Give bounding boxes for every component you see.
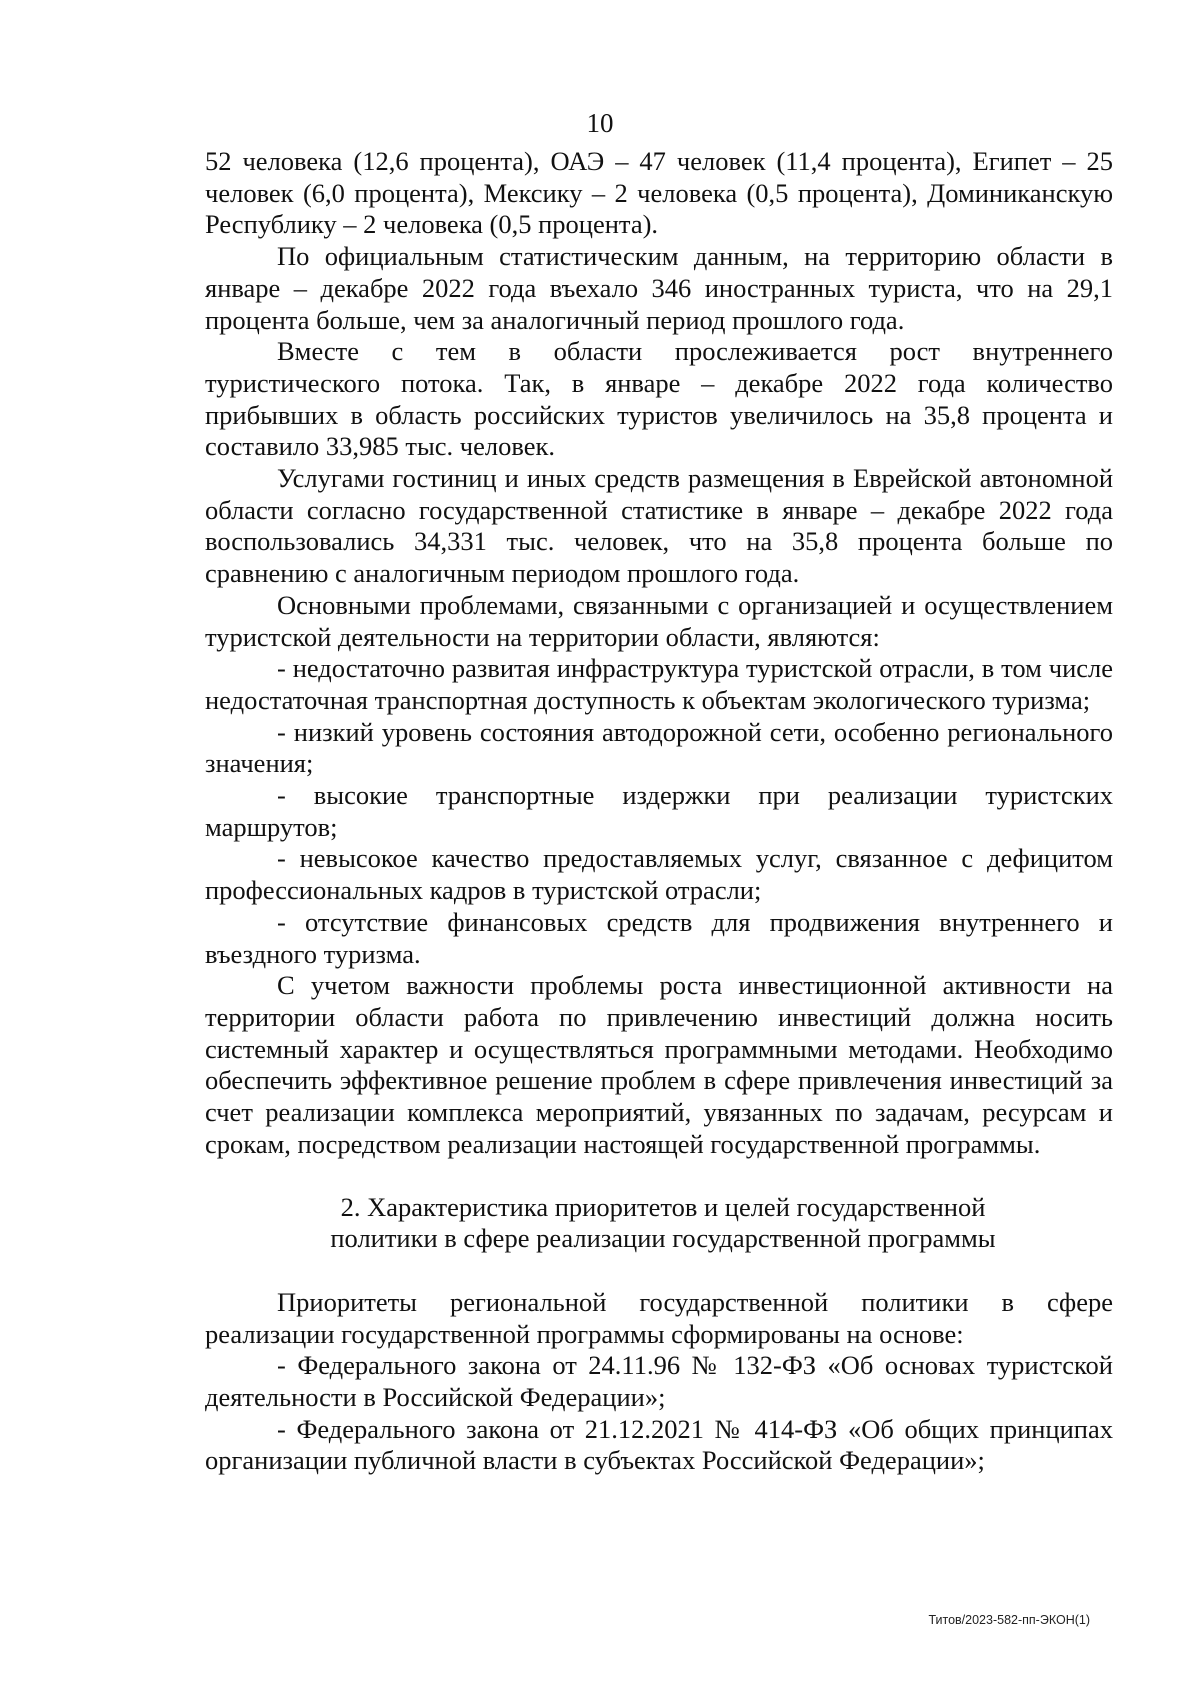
list-item: - Федерального закона от 21.12.2021 № 414-ФЗ «Об общих принципах организации публичной власти в субъектах Российской Федерации»; — [205, 1413, 1113, 1476]
list-item: - Федерального закона от 24.11.96 № 132-ФЗ «Об основах туристской деятельности в Российской Федерации»; — [205, 1350, 1113, 1413]
document-body — [205, 146, 1113, 1477]
paragraph: Услугами гостиниц и иных средств размещения в Еврейской автономной области согласно государственной статистике в январе – декабре 2022 года воспользовались 34,331 тыс. человек, что на 35,8 процента больше по сравнению с аналогичным периодом прошлого года. — [205, 463, 1113, 589]
paragraph: По официальным статистическим данным, на территорию области в январе – декабре 2022 года въехало 346 иностранных туриста, что на 29,1 процента больше, чем за аналогичный период прошлого года. — [205, 241, 1113, 335]
paragraph: 52 человека (12,6 процента), ОАЭ – 47 человек (11,4 процента), Египет – 25 человек (6,0 процента), Мексику – 2 человека (0,5 процента), Доминиканскую Республику – 2 человека (0,5 процента). — [205, 146, 1113, 240]
page-number: 10 — [586, 108, 614, 138]
list-item: - невысокое качество предоставляемых услуг, связанное с дефицитом профессиональных кадров в туристской отрасли; — [205, 843, 1113, 906]
document-code: Титов/2023-582-пп-ЭКОН(1) — [928, 1613, 1090, 1627]
paragraph: Основными проблемами, связанными с организацией и осуществлением туристской деятельности на территории области, являются: — [205, 589, 1113, 652]
section-heading-line: политики в сфере реализации государственной программы — [330, 1223, 996, 1254]
list-item: - недостаточно развитая инфраструктура туристской отрасли, в том числе недостаточная транспортная доступность к объектам экологического туризма; — [205, 653, 1113, 715]
paragraph: Вместе с тем в области прослеживается рост внутреннего туристического потока. Так, в январе – декабре 2022 года количество прибывших в область российских туристов увеличилось на 35,8 процента и составило 33,985 тыс. человек. — [205, 336, 1113, 462]
section-heading-line: 2. Характеристика приоритетов и целей государственной — [340, 1191, 986, 1222]
paragraph: Приоритеты региональной государственной политики в сфере реализации государственной программы сформированы на основе: — [205, 1286, 1113, 1349]
list-item: - высокие транспортные издержки при реализации туристских маршрутов; — [205, 780, 1113, 842]
list-item: - низкий уровень состояния автодорожной сети, особенно регионального значения; — [205, 716, 1113, 779]
section-heading — [205, 1192, 1113, 1255]
paragraph: С учетом важности проблемы роста инвестиционной активности на территории области работа по привлечению инвестиций должна носить системный характер и осуществляться программными методами. Необходимо обеспечить эффективное решение проблем в сфере привлечения инвестиций за счет реализации комплекса мероприятий, увязанных по задачам, ресурсам и срокам, посредством реализации настоящей государственной программы. — [205, 970, 1113, 1159]
list-item: - отсутствие финансовых средств для продвижения внутреннего и въездного туризма. — [205, 906, 1113, 969]
